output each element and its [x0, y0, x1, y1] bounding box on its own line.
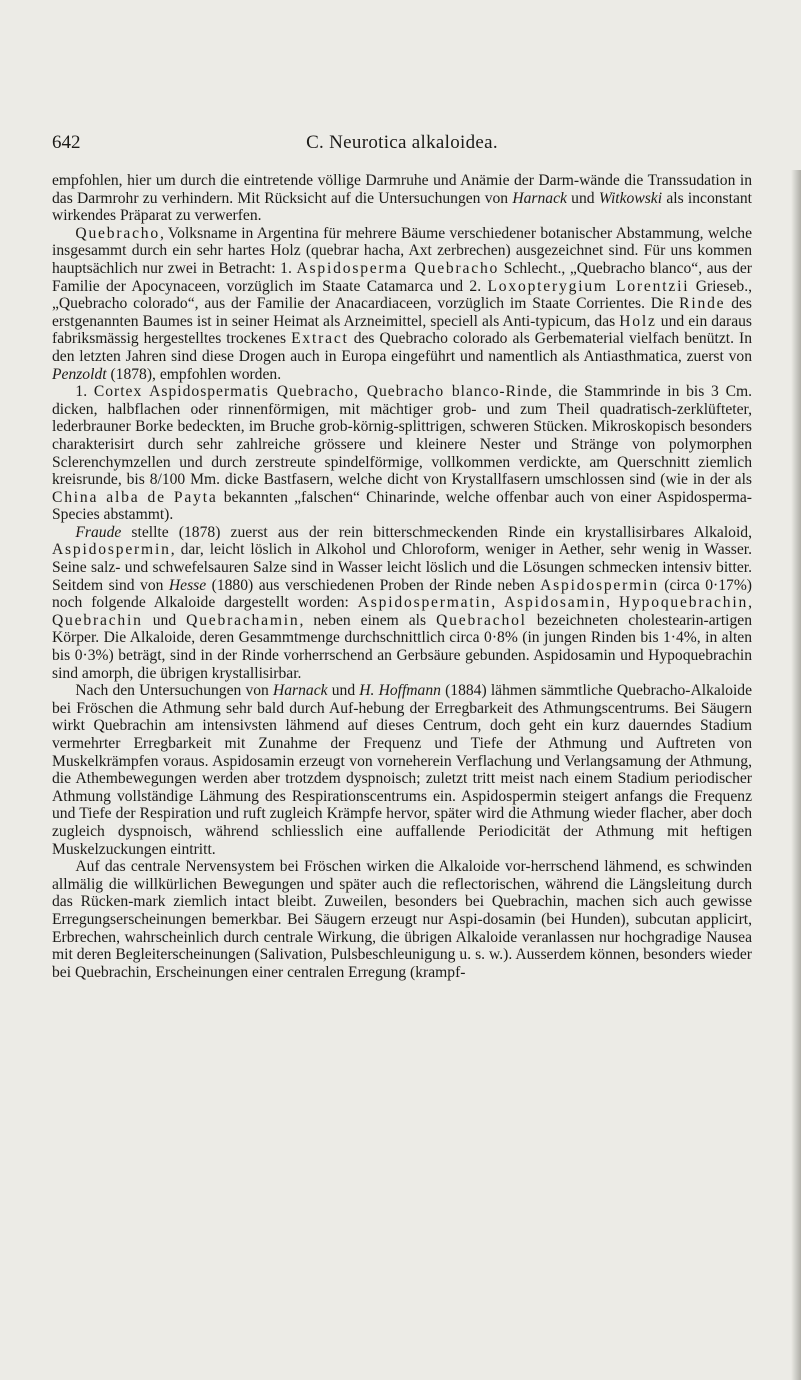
- text: und: [566, 189, 599, 207]
- text: Schlecht., „Quebracho blanco“, aus der Familie der Apocynaceen, vorzüglich im Staate Catamarca und 2.: [52, 259, 752, 295]
- spaced-term: Aspidospermatin: [357, 594, 492, 612]
- page-number: 642: [52, 132, 81, 153]
- text: des erstgenannten Baumes ist in seiner Heimat als Arzneimittel, speciell als Anti-typicum, das: [52, 295, 753, 330]
- spaced-term: Extract: [291, 330, 349, 348]
- text: , neben einem als: [299, 611, 437, 629]
- author-name: Harnack: [273, 682, 328, 700]
- body-text: [52, 172, 752, 981]
- text: , dar, leicht löslich in Alkohol und Chloroform, weniger in Aether, sehr wenig in Wasser. Seine salz- und schwefelsauren Salze sind in Wasser leicht löslich und die Lösungen schmecken intensiv bitter. Seitdem sind von: [52, 541, 752, 594]
- spaced-term: Quebrachamin: [186, 611, 300, 629]
- spaced-term: Aspidospermin: [52, 541, 171, 559]
- text: , Volksname in Argentina für mehrere Bäume verschiedener botanischer Abstammung, welche insgesammt durch ein sehr hartes Holz (quebrar hacha, Axt zerbrechen) ausgezeichnet sind. Für uns kommen hauptsächlich nur zwei in Betracht: 1.: [52, 224, 752, 277]
- text: (1878), empfohlen worden.: [106, 365, 282, 383]
- text: empfohlen, hier um durch die eintretende völlige Darmruhe und Anämie der Darm-wände die Transsudation in das Darmrohr zu verhindern. Mit Rücksicht auf die Untersuchungen von: [52, 172, 752, 207]
- running-head: C. Neurotica alkaloidea.: [306, 132, 498, 153]
- text: stellte (1878) zuerst aus der rein bitterschmeckenden Rinde ein krystallisirbares Alkaloid,: [121, 523, 752, 541]
- spaced-term: Aspidospermin: [540, 576, 659, 594]
- paragraph-2: [52, 225, 752, 383]
- spaced-term: Quebrachol: [436, 611, 527, 629]
- spaced-term: Loxopterygium Lorentzii: [487, 277, 690, 295]
- spaced-term: Cortex Aspidospermatis Quebracho, Quebracho blanco-Rinde: [93, 383, 548, 401]
- text: 1.: [75, 383, 94, 401]
- text: (1880) aus verschiedenen Proben der Rinde neben: [206, 576, 541, 594]
- author-name: Fraude: [75, 523, 122, 541]
- spaced-term: Quebracho: [75, 224, 160, 242]
- page-header: [52, 132, 752, 160]
- spaced-term: Aspidosamin: [504, 594, 607, 612]
- text: Mm. dicke Bastfasern, welche dicht von Krystallfasern umschlossen sind (wie in der als: [185, 471, 752, 489]
- author-name: H. Hoffmann: [359, 682, 441, 700]
- text: ,: [606, 594, 619, 612]
- spaced-term: Rinde: [679, 295, 726, 313]
- author-name: Hesse: [168, 576, 207, 594]
- paragraph-4: [52, 524, 752, 682]
- text: bezeichneten cholestearin-artigen Körper. Die Alkaloide, deren Gesammtmenge durchschnittlich circa 0·8% (in jungen Rinden bis 1·4%, in alten bis 0·3%) beträgt, sind in der Rinde vorherrschend an Gerbsäure gebunden. Aspidosamin und Hypoquebrachin sind amorph, die übrigen krystallisirbar.: [52, 611, 753, 682]
- paragraph-5: [52, 682, 752, 858]
- text: , die Stammrinde in bis 3 Cm. dicken, halbflachen oder rinnenförmigen, mit mächtiger grob- und zum Theil quadratisch-zerklüfteter, lederbrauner Borke bedeckten, im Bruche grob-körnig-splittrigen, schweren Stücken. Mikroskopisch besonders charakterisirt durch sehr zahlreiche grössere und kleinere Nester und Stränge von polymorphen Sclerenchymzellen und durch zerstreute spindelförmige, vollkommen verdickte, am Querschnitt ziemlich kreisrunde, bis: [52, 383, 752, 489]
- spaced-term: Hypoquebrachin: [618, 594, 749, 612]
- text: des Quebracho colorado als Gerbematerial vielfach benützt. In den letzten Jahren sind diese Drogen auch in Europa eingeführt und namentlich als Antiasthmatica, zuerst von: [52, 330, 753, 365]
- text: Auf das centrale Nervensystem bei Fröschen wirken die Alkaloide vor-herrschend lähmend, es schwinden allmälig die willkürlichen Bewegungen und später auch die reflectorischen, während die Längsleitung durch das Rücken-mark ziemlich intact bleibt. Zuweilen, besonders bei Quebrachin, machen sich auch gewisse Erregungserscheinungen bemerkbar. Bei Säugern erzeugt nur Aspi-dosamin (bei Hunden), subcutan applicirt, Erbrechen, wahrscheinlich durch centrale Wirkung, die übrigen Alkaloide veranlassen nur hochgradige Nausea mit deren Begleiterscheinungen (Salivation, Pulsbeschleunigung u. s. w.). Ausserdem können, besonders wieder bei Quebrachin, Erscheinungen einer centralen Erregung (krampf-: [52, 858, 752, 981]
- text: bekannten „falschen“ Chinarinde, welche offenbar auch von einer Aspidosperma-Species abstammt).: [52, 488, 752, 524]
- text: Nach den Untersuchungen von: [75, 682, 273, 700]
- text: ,: [491, 594, 505, 612]
- author-name: Witkowski: [598, 189, 663, 207]
- spaced-term: Aspidosperma Quebracho: [296, 259, 500, 277]
- page-edge-shadow: [791, 170, 801, 1380]
- text: (1884) lähmen sämmtliche Quebracho-Alkaloide bei Fröschen die Athmung sehr bald durch Auf-hebung der Erregbarkeit des Athmungscentrums. Bei Säugern wirkt Quebrachin am intensivsten lähmend auf dieses Centrum, doch geht ein kurz dauerndes Stadium vermehrter Erregbarkeit mit Zunahme der Frequenz und Tiefe der Athmung und Auftreten von Muskelkrämpfen voraus. Aspidosamin erzeugt von vorneherein Verflachung und Verlangsamung der Athmung, die Athembewegungen werden aber trotzdem dyspnoisch; zuletzt tritt meist nach einem Stadium periodischer Athmung vollständige Lähmung des Respirationscentrums ein. Aspidospermin steigert anfangs die Frequenz und Tiefe der Respiration und ruft zugleich Krämpfe hervor, später wird die Athmung wieder flacher, aber doch zugleich dyspnoisch, während schliesslich eine auffallende Periodicität der Athmung mit heftigen Muskelzuckungen eintritt.: [52, 682, 752, 858]
- author-name: Harnack: [512, 189, 567, 207]
- text: und: [327, 682, 360, 700]
- text: als inconstant wirkendes Präparat zu verwerfen.: [52, 189, 752, 225]
- paragraph-3: [52, 383, 752, 524]
- fraction: 8/100: [149, 471, 186, 489]
- author-name: Penzoldt: [52, 365, 107, 383]
- spaced-term: China alba de Payta: [52, 488, 218, 506]
- text: und ein daraus fabriksmässig hergestelltes trockenes: [52, 312, 752, 348]
- paragraph-6: [52, 858, 752, 981]
- text: und: [142, 611, 187, 629]
- text: (circa 0·17%) noch folgende Alkaloide dargestellt worden:: [52, 576, 752, 612]
- text: ,: [748, 594, 753, 612]
- text: Grieseb., „Quebracho colorado“, aus der Familie der Anacardiaceen, vorzüglich im Staate Corrientes. Die: [52, 277, 752, 313]
- spaced-term: Quebrachin: [52, 611, 143, 629]
- paragraph-1: [52, 172, 752, 225]
- spaced-term: Holz: [619, 312, 657, 330]
